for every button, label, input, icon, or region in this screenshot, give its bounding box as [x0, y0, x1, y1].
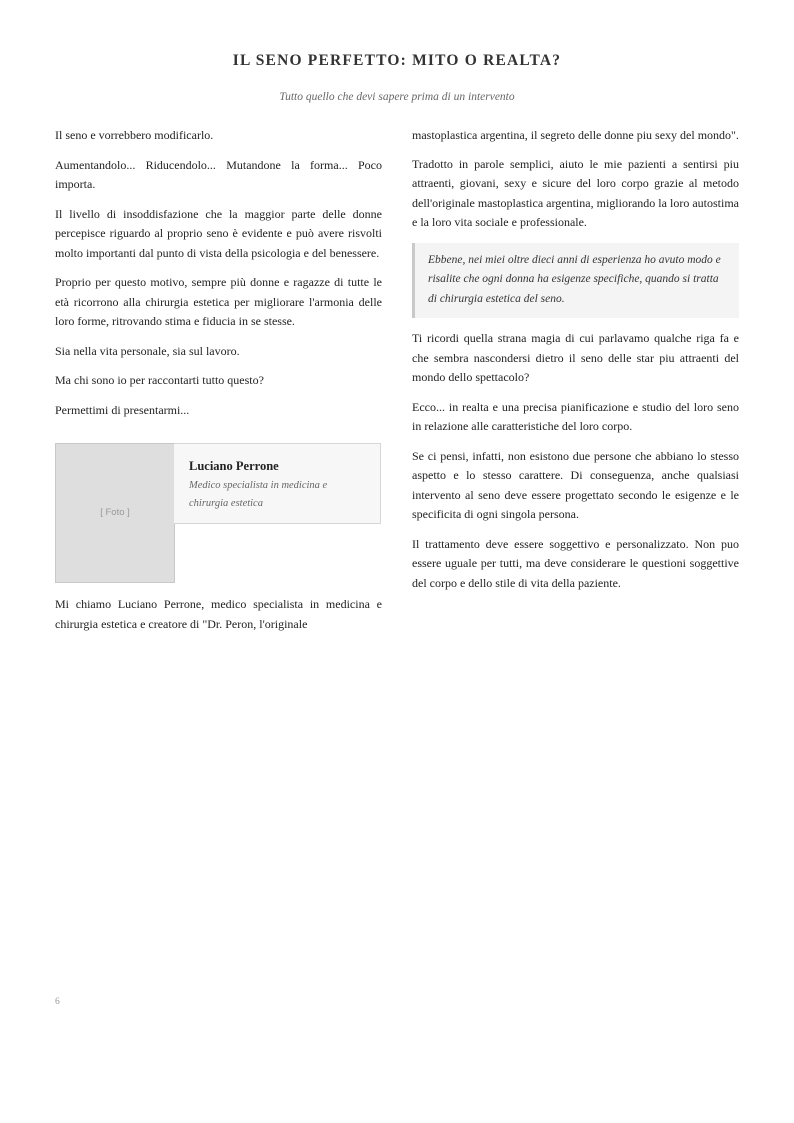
paragraph: Sia nella vita personale, sia sul lavoro. — [55, 343, 240, 358]
intro-paragraph: Mi chiamo Luciano Perrone, medico specialista in medicina e chirurgia estetica e creatore di "Dr. Peron, l'originale — [55, 597, 382, 631]
paragraph: Proprio per questo motivo, sempre più donne e ragazze di tutte le età ricorrono alla chirurgia estetica per migliorare l'armonia delle loro forme, ritrovando stima e fiducia in se stesse. — [55, 275, 382, 328]
paragraph: Il seno e vorrebbero modificarlo. — [55, 128, 214, 142]
page-number: 6 — [55, 997, 60, 1007]
paragraph: Ecco... in realta e una precisa pianificazione e studio del loro seno in relazione alle caratteristiche del loro corpo. — [412, 399, 739, 433]
author-role: Medico specialista in medicina e chirurgia estetica — [189, 480, 328, 509]
page-title: IL SENO PERFETTO: MITO O REALTA? — [232, 52, 562, 69]
paragraph: Il trattamento deve essere soggettivo e personalizzato. Non puo essere uguale per tutti, ma deve considerare le questioni soggettive del corpo e dello stile di vita della paziente. — [412, 536, 739, 590]
paragraph: Aumentandolo... Riducendolo... Mutandone la forma... Poco importa. — [55, 157, 382, 191]
paragraph: Il livello di insoddisfazione che la maggior parte delle donne percepisce riguardo al proprio seno è evidente e può avere risvolti molto importanti dal punto di vista della psicologia e del benessere. — [55, 206, 382, 260]
paragraph: Permettimi di presentarmi... — [55, 402, 190, 417]
paragraph: Ti ricordi quella strana magia di cui parlavamo qualche riga fa e che sembra nascondersi dietro il seno delle star piu attraenti del mondo dello spettacolo? — [412, 331, 739, 384]
author-card — [55, 443, 382, 582]
pull-quote: Ebbene, nei miei oltre dieci anni di esperienza ho avuto modo e risalite che ogni donna ha esigenze specifiche, quando si tratta di chirurgia estetica del seno. — [412, 243, 739, 319]
author-photo-placeholder — [55, 443, 175, 583]
page-subtitle: Tutto quello che devi sapere prima di un intervento — [279, 91, 515, 103]
author-info-box — [174, 443, 381, 524]
photo-placeholder-label: [ Foto ] — [100, 507, 130, 519]
right-column — [412, 126, 739, 593]
paragraph: Ma chi sono io per raccontarti tutto questo? — [55, 373, 264, 387]
paragraph-continuation: mastoplastica argentina, il segreto delle donne piu sexy del mondo". — [412, 128, 739, 142]
left-column — [55, 126, 382, 634]
paragraph: Se ci pensi, infatti, non esistono due persone che abbiano lo stesso aspetto e lo stesso carattere. Di conseguenza, anche qualsiasi intervento al seno deve essere progettato secondo le esigenze e le specificita di ogni singola persona. — [412, 448, 739, 521]
author-name: Luciano Perrone — [189, 459, 279, 473]
paragraph: Tradotto in parole semplici, aiuto le mie pazienti a sentirsi piu attraenti, giovani, sexy e sicure del loro corpo grazie al metodo dell'originale mastoplastica argentina, migliorando la loro autostima e la loro vita sociale e professionale. — [412, 156, 739, 229]
